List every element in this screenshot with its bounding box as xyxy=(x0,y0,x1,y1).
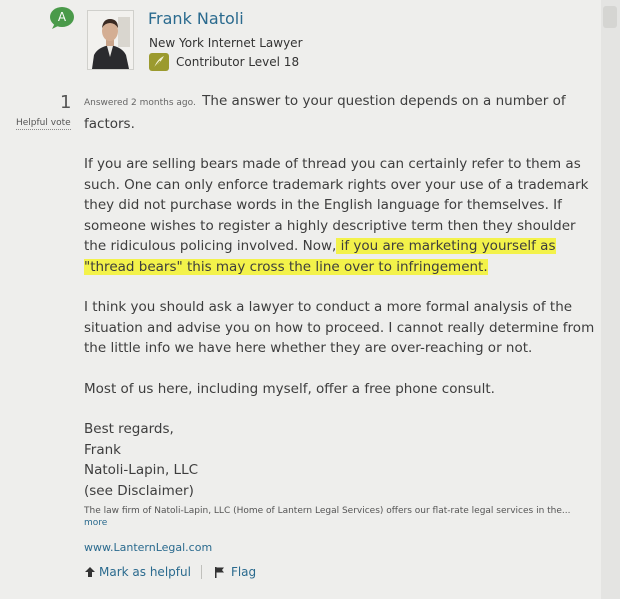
lawyer-avatar[interactable] xyxy=(87,10,134,70)
avatar-letter-badge xyxy=(49,6,75,30)
flag-label: Flag xyxy=(230,565,257,579)
scrollbar-thumb[interactable] xyxy=(603,6,617,28)
answer-actions xyxy=(84,565,256,579)
lawyer-name-link[interactable]: Frank Natoli xyxy=(148,9,244,28)
contributor-level: Contributor Level 18 xyxy=(176,55,300,69)
contributor-level-icon xyxy=(149,53,169,71)
firm-bio-text: The law firm of Natoli-Lapin, LLC (Home of Lantern Legal Services) offers our flat-rate legal services in the... xyxy=(84,506,571,516)
signature-line: Natoli-Lapin, LLC xyxy=(84,462,199,478)
helpful-vote-label: Helpful vote xyxy=(16,118,71,128)
lawyer-title: New York Internet Lawyer xyxy=(149,36,303,50)
answered-timestamp: Answered 2 months ago. xyxy=(84,98,196,108)
answer-paragraph-4: Most of us here, including myself, offer a free phone consult. xyxy=(84,380,495,397)
flag-button[interactable] xyxy=(214,565,256,579)
highlighted-text: if you are marketing yourself as "thread bears" this may cross the line over to infringement. xyxy=(84,238,556,275)
answer-body xyxy=(84,91,599,507)
mark-helpful-button[interactable] xyxy=(84,565,191,579)
answer-paragraph-2 xyxy=(84,154,599,277)
svg-text:A: A xyxy=(57,10,67,24)
signature-line: Best regards, xyxy=(84,421,174,437)
signature-line: Frank xyxy=(84,441,121,458)
action-divider xyxy=(201,565,202,579)
mark-helpful-label: Mark as helpful xyxy=(99,565,191,579)
signature-line: (see Disclaimer) xyxy=(84,482,194,499)
arrow-up-icon xyxy=(84,566,96,578)
website-link[interactable]: www.LanternLegal.com xyxy=(84,541,213,554)
firm-bio xyxy=(84,505,584,529)
answer-intro-text: The answer to your question depends on a number of factors. xyxy=(84,93,566,132)
helpful-vote-count: 1 xyxy=(60,92,72,113)
answer-paragraph-2-text: If you are selling bears made of thread you can certainly refer to them as such. One can only enforce trademark rights over your use of a trademark they did not purchase words in the English language for themselves. If someone wishes to register a highly descriptive term then they shoulder the ridiculous policing involved. Now, xyxy=(84,156,589,254)
more-link[interactable]: more xyxy=(84,518,108,528)
lawyer-photo xyxy=(88,11,133,69)
answer-intro-paragraph xyxy=(84,91,599,134)
flag-icon xyxy=(214,566,226,578)
answer-paragraph-3: I think you should ask a lawyer to conduct a more formal analysis of the situation and advise you on how to proceed. I cannot really determine from the little info we have here whether they are over-reaching or not. xyxy=(84,299,595,356)
speech-bubble-icon xyxy=(49,6,75,30)
signature xyxy=(84,419,599,501)
feather-icon xyxy=(149,53,169,71)
scrollbar-track[interactable] xyxy=(601,0,620,599)
